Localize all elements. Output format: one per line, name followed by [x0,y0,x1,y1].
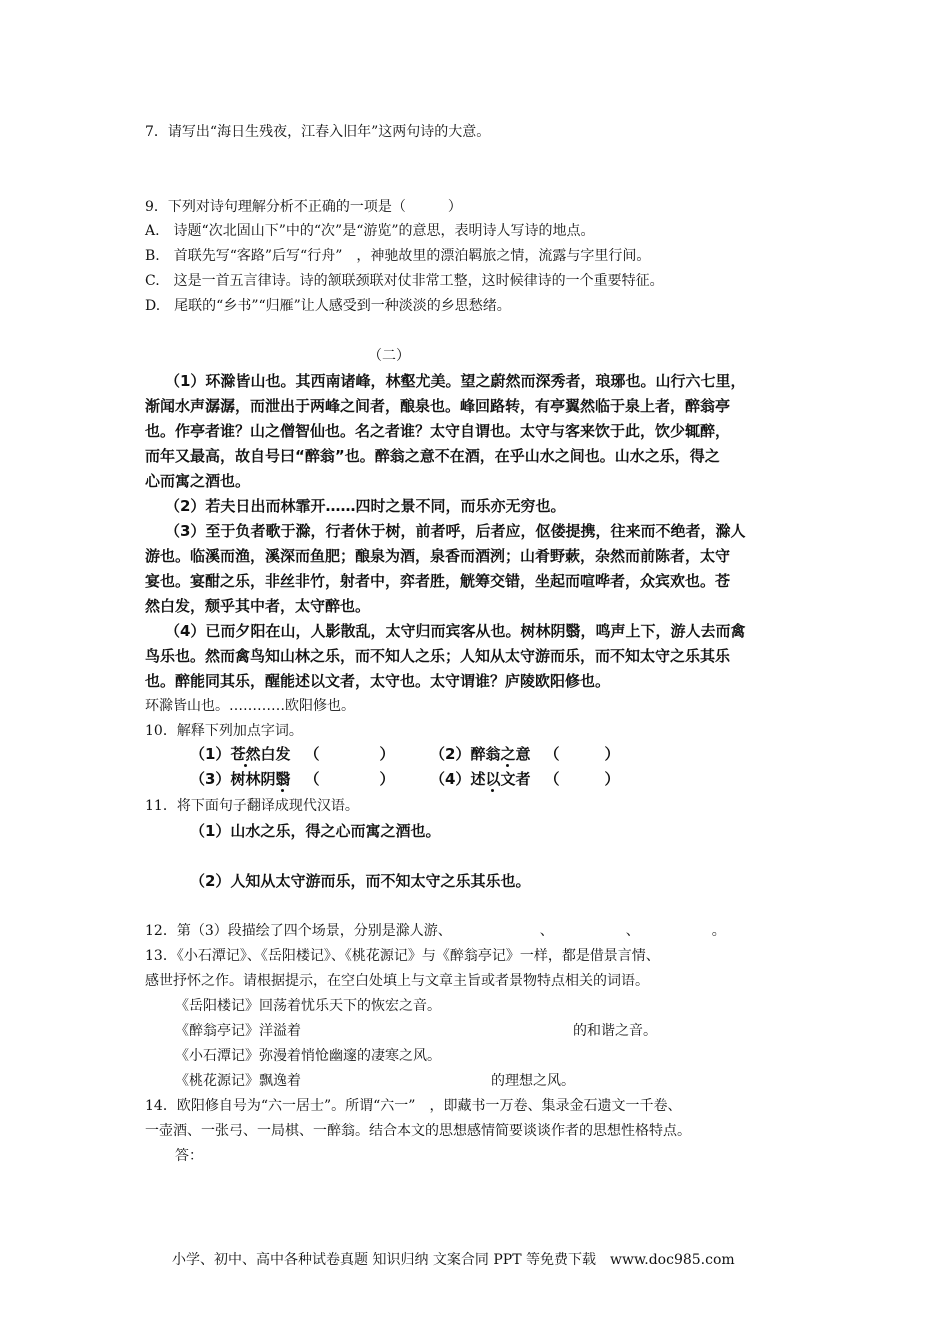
dotted-word: 之 [500,745,516,763]
question-10-item-1: （1）苍然白发 （ ） [190,745,395,763]
question-14-answer-label: 答： [175,1148,203,1164]
question-14-line2: 一壶酒、一张弓、一局棋、一醉翁。结合本文的思想感情简要谈谈作者的思想性格特点。 [145,1123,691,1139]
question-13-xiaoshitan: 《小石潭记》弥漫着悄怆幽邃的凄寒之风。 [175,1048,441,1064]
passage-line: 鸟乐也。然而禽鸟知山林之乐，而不知人之乐；人知从太守游而乐，而不知太守之乐其乐 [145,647,731,665]
question-9-option-d: D. 尾联的“乡书”“归雁”让人感受到一种淡淡的乡思愁绪。 [145,298,511,314]
question-11-stem: 11．将下面句子翻译成现代汉语。 [145,798,359,814]
passage-line: 而年又最高，故自号曰“醉翁”也。醉翁之意不在酒，在乎山水之间也。山水之乐，得之 [145,447,720,465]
question-11-item-2: （2）人知从太守游而乐，而不知太守之乐其乐也。 [190,872,531,890]
page-footer: 小学、初中、高中各种试卷真题 知识归纳 文案合同 PPT 等免费下载 www.doc985.com [172,1252,735,1268]
passage-line: 游也。临溪而渔，溪深而鱼肥；酿泉为酒，泉香而酒洌；山肴野蔌，杂然而前陈者，太守 [145,547,731,565]
question-13-line1: 13．《小石潭记》、《岳阳楼记》、《桃花源记》与《醉翁亭记》一样，都是借景言情、 [145,948,660,964]
passage-line: 渐闻水声潺潺，而泄出于两峰之间者，酿泉也。峰回路转，有亭翼然临于泉上者，醉翁亭 [145,397,731,415]
passage-line: （3）至于负者歌于滁，行者休于树，前者呼，后者应，伛偻提携，往来而不绝者，滁人 [165,522,746,540]
question-9-option-a: A. 诗题“次北固山下”中的“次”是“游览”的意思，表明诗人写诗的地点。 [145,223,595,239]
question-13-line2: 感世抒怀之作。请根据提示，在空白处填上与文章主旨或者景物特点相关的词语。 [145,973,649,989]
dotted-word: 翳 [275,770,291,788]
section-title: （二） [368,348,410,364]
dotted-word: 苍然 [230,745,261,763]
question-13-taohua: 《桃花源记》飘逸着 的理想之风。 [175,1073,575,1089]
dotted-word: 以 [485,770,501,788]
question-12: 12．第（3）段描绘了四个场景，分别是滁人游、 、 、 。 [145,923,726,939]
passage-line: 宴也。宴酣之乐，非丝非竹，射者中，弈者胜，觥筹交错，坐起而喧哗者，众宾欢也。苍 [145,572,731,590]
question-9-option-b: B. 首联先写“客路”后写“行舟” ，神驰故里的漂泊羁旅之情，流露与字里行间。 [145,248,651,264]
question-9-stem: 9．下列对诗句理解分析不正确的一项是（ ） [145,199,462,215]
question-13-zuiweng: 《醉翁亭记》洋溢着 的和谐之音。 [175,1023,657,1039]
passage-line: 也。醉能同其乐，醒能述以文者，太守也。太守谓谁？庐陵欧阳修也。 [145,672,611,690]
question-9-option-c: C. 这是一首五言律诗。诗的颔联颈联对仗非常工整，这时候律诗的一个重要特征。 [145,273,664,289]
passage-line: 也。作亭者谁？山之僧智仙也。名之者谁？太守自谓也。太守与客来饮于此，饮少辄醉， [145,422,731,440]
passage-line: （4）已而夕阳在山，人影散乱，太守归而宾客从也。树林阴翳，鸣声上下，游人去而禽 [165,622,746,640]
question-10-item-3: （3）树林阴翳 （ ） [190,770,395,788]
question-10-item-2: （2）醉翁之意 （ ） [430,745,620,763]
passage-line: （2）若夫日出而林霏开……四时之景不同，而乐亦无穷也。 [165,497,566,515]
question-10-item-4: （4）述以文者 （ ） [430,770,620,788]
question-7: 7．请写出“海日生残夜，江春入旧年”这两句诗的大意。 [145,124,491,140]
passage-line: 心而寓之酒也。 [145,472,251,490]
passage-line: 然白发，颓乎其中者，太守醉也。 [145,597,371,615]
question-10-stem: 10．解释下列加点字词。 [145,723,303,739]
question-11-item-1: （1）山水之乐，得之心而寓之酒也。 [190,822,441,840]
passage-source: 环滁皆山也。…………欧阳修也。 [145,698,355,714]
question-13-yueyang: 《岳阳楼记》回荡着忧乐天下的恢宏之音。 [175,998,441,1014]
passage-line: （1）环滁皆山也。其西南诸峰，林壑尤美。望之蔚然而深秀者，琅琊也。山行六七里， [165,372,746,390]
question-14-line1: 14．欧阳修自号为“六一居士”。所谓“六一” ，即藏书一万卷、集录金石遗文一千卷、 [145,1098,682,1114]
